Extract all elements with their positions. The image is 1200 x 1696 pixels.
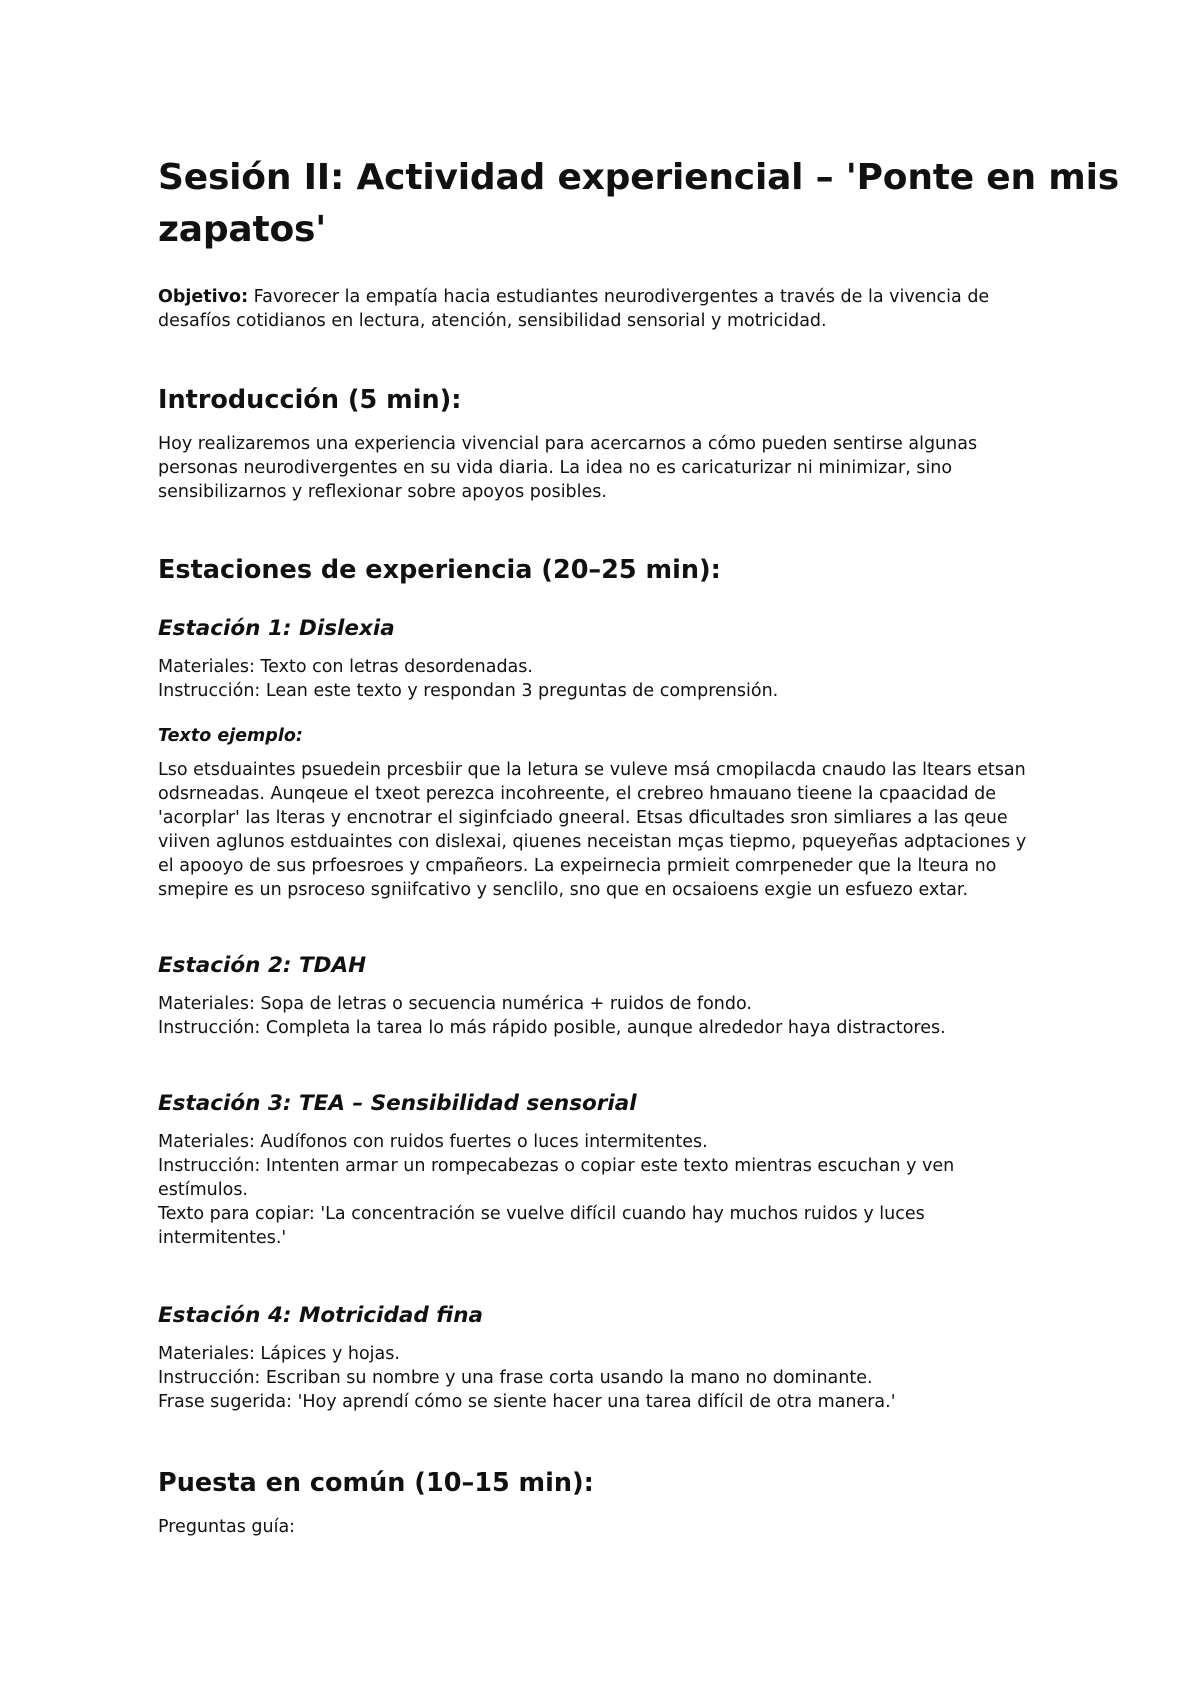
station-3-line: Materiales: Audífonos con ruidos fuertes o luces intermitentes. [158,1132,708,1152]
intro-line: sensibilizarnos y reflexionar sobre apoyos posibles. [158,482,607,502]
station-1-line: Materiales: Texto con letras desordenadas. [158,657,533,677]
station-4-line: Frase sugerida: 'Hoy aprendí cómo se siente hacer una tarea difícil de otra manera.' [158,1392,896,1412]
station-4-line: Materiales: Lápices y hojas. [158,1344,400,1364]
page-title [158,152,1119,256]
example-line: Lso etsduaintes psuedein prcesbiir que la letura se vuleve msá cmopilacda cnaudo las ltears etsan [158,760,1026,780]
objective-paragraph [158,285,1058,333]
station-1-example-paragraph [158,758,1058,902]
discussion-paragraph [158,1515,1058,1539]
discussion-line: Preguntas guía: [158,1517,296,1537]
station-4-paragraph [158,1342,1058,1414]
station-3-line: Instrucción: Intenten armar un rompecabezas o copiar este texto mientras escuchan y ven [158,1156,955,1176]
discussion-heading: Puesta en común (10–15 min): [158,1468,594,1498]
objective-line-2: desafíos cotidianos en lectura, atención, sensibilidad sensorial y motricidad. [158,311,827,331]
objective-line-1 [158,285,1058,309]
station-4-line: Instrucción: Escriban su nombre y una frase corta usando la mano no dominante. [158,1368,873,1388]
intro-heading: Introducción (5 min): [158,385,462,415]
stations-heading: Estaciones de experiencia (20–25 min): [158,555,721,585]
station-1-example-heading: Texto ejemplo: [158,726,303,746]
example-line: viiven aglunos estduaintes con dislexai, qiuenes neceistan mças tiepmo, pqueyeñas adptaciones y [158,832,1027,852]
station-1-heading: Estación 1: Dislexia [158,616,395,641]
objective-label: Objetivo: [158,287,249,307]
station-1-line: Instrucción: Lean este texto y respondan 3 preguntas de comprensión. [158,681,779,701]
objective-text-1: Favorecer la empatía hacia estudiantes neurodivergentes a través de la vivencia de [248,287,990,307]
example-line: odsrneadas. Aunqeue el txeot perezca incohreente, el crebreo hmauano tieene la cpaacidad de [158,784,997,804]
intro-line: Hoy realizaremos una experiencia vivencial para acercarnos a cómo pueden sentirse algunas [158,434,978,454]
example-line: smepire es un psroceso sgniifcativo y senclilo, sno que en ocsaioens exgie un esfuezo extar. [158,880,969,900]
station-2-heading: Estación 2: TDAH [158,953,367,978]
example-line: 'acorplar' las lteras y encnotrar el siginfciado gneeral. Etsas dficultades sron simliares a las qeue [158,808,1008,828]
station-2-paragraph [158,992,1058,1040]
intro-paragraph [158,432,1058,504]
example-line: el apooyo de sus prfoesroes y cmpañeors. La expeirnecia prmieit comrpeneder que la lteura no [158,856,997,876]
page-title-line-1: Sesión II: Actividad experiencial – 'Ponte en mis [158,157,1119,198]
station-2-line: Instrucción: Completa la tarea lo más rápido posible, aunque alrededor haya distractores. [158,1018,946,1038]
station-3-line: Texto para copiar: 'La concentración se vuelve difícil cuando hay muchos ruidos y luces [158,1204,925,1224]
station-2-line: Materiales: Sopa de letras o secuencia numérica + ruidos de fondo. [158,994,752,1014]
station-3-paragraph [158,1130,1058,1250]
station-3-line: intermitentes.' [158,1228,287,1248]
station-1-paragraph [158,655,1058,703]
station-4-heading: Estación 4: Motricidad fina [158,1303,484,1328]
station-3-line: estímulos. [158,1180,248,1200]
page-title-line-2: zapatos' [158,209,327,250]
intro-line: personas neurodivergentes en su vida diaria. La idea no es caricaturizar ni minimizar, sino [158,458,953,478]
station-3-heading: Estación 3: TEA – Sensibilidad sensorial [158,1091,637,1116]
